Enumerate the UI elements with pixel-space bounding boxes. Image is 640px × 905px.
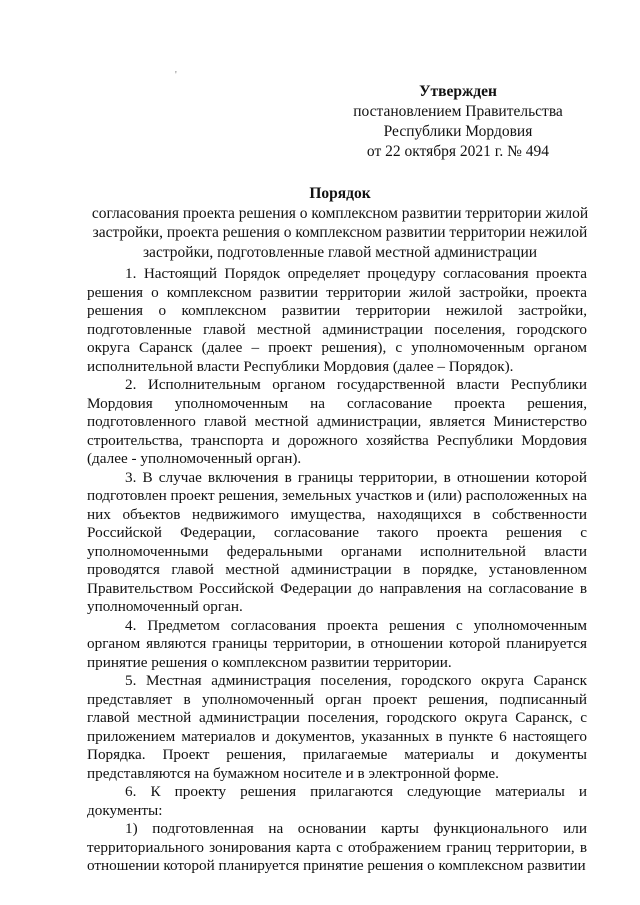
approval-block <box>328 82 588 162</box>
paragraph: 3. В случае включения в границы территории, в отношении которой подготовлен проект решения, земельных участков и (или) расположенных на них объектов недвижимого имущества, находящихся в собственности Российской Федерации, согласование такого проекта решения с уполномоченными федеральными органами исполнительной власти проводятся главой местной администрации в порядке, установленном Правительством Российской Федерации до направления на согласование в уполномоченный орган. <box>87 468 587 615</box>
approval-heading: Утвержден <box>419 83 497 100</box>
document-body <box>87 265 587 876</box>
approval-date: от 22 октября 2021 г. № 494 <box>366 143 550 160</box>
paragraph: 1. Настоящий Порядок определяет процедуру согласования проекта решения о комплексном развитии территории жилой застройки, проекта решения о комплексном развитии территории нежилой застройки, подготовленные главой местной администрации поселения, городского округа Саранск (далее – проект решения), с уполномоченным органом исполнительной власти Республики Мордовия (далее – Порядок). <box>87 265 587 375</box>
paragraph: 1) подготовленная на основании карты функционального или территориального зонирования карта с отображением границ территории, в отношении которой планируется принятие решения о комплексном развитии <box>87 820 587 874</box>
title-heading: Порядок <box>309 185 371 202</box>
title-subtitle: согласования проекта решения о комплексном развитии территории жилой застройки, проекта решения о комплексном развитии территории нежилой застройки, подготовленные главой местной администрации <box>91 204 589 261</box>
approval-line: постановлением Правительства <box>353 103 563 120</box>
paragraph: 5. Местная администрация поселения, городского округа Саранск представляет в уполномоченный орган проект решения, подписанный главой местной администрации поселения, городского округа Саранск, с приложением материалов и документов, указанных в пункте 6 настоящего Порядка. Проект решения, прилагаемые материалы и документы представляются на бумажном носителе и в электронной форме. <box>87 672 587 782</box>
approval-line: Республики Мордовия <box>383 123 533 140</box>
paragraph: 4. Предметом согласования проекта решения с уполномоченным органом являются границы территории, в отношении которой планируется принятие решения о комплексном развитии территории. <box>87 616 587 671</box>
document-title <box>80 184 600 262</box>
paragraph: 6. К проекту решения прилагаются следующие материалы и документы: <box>87 783 587 819</box>
stray-mark: ' <box>175 70 177 81</box>
paragraph: 2. Исполнительным органом государственной власти Республики Мордовия уполномоченным на согласование проекта решения, подготовленного главой местной администрации, является Министерство строительства, транспорта и дорожного хозяйства Республики Мордовия (далее - уполномоченный орган). <box>87 376 587 467</box>
